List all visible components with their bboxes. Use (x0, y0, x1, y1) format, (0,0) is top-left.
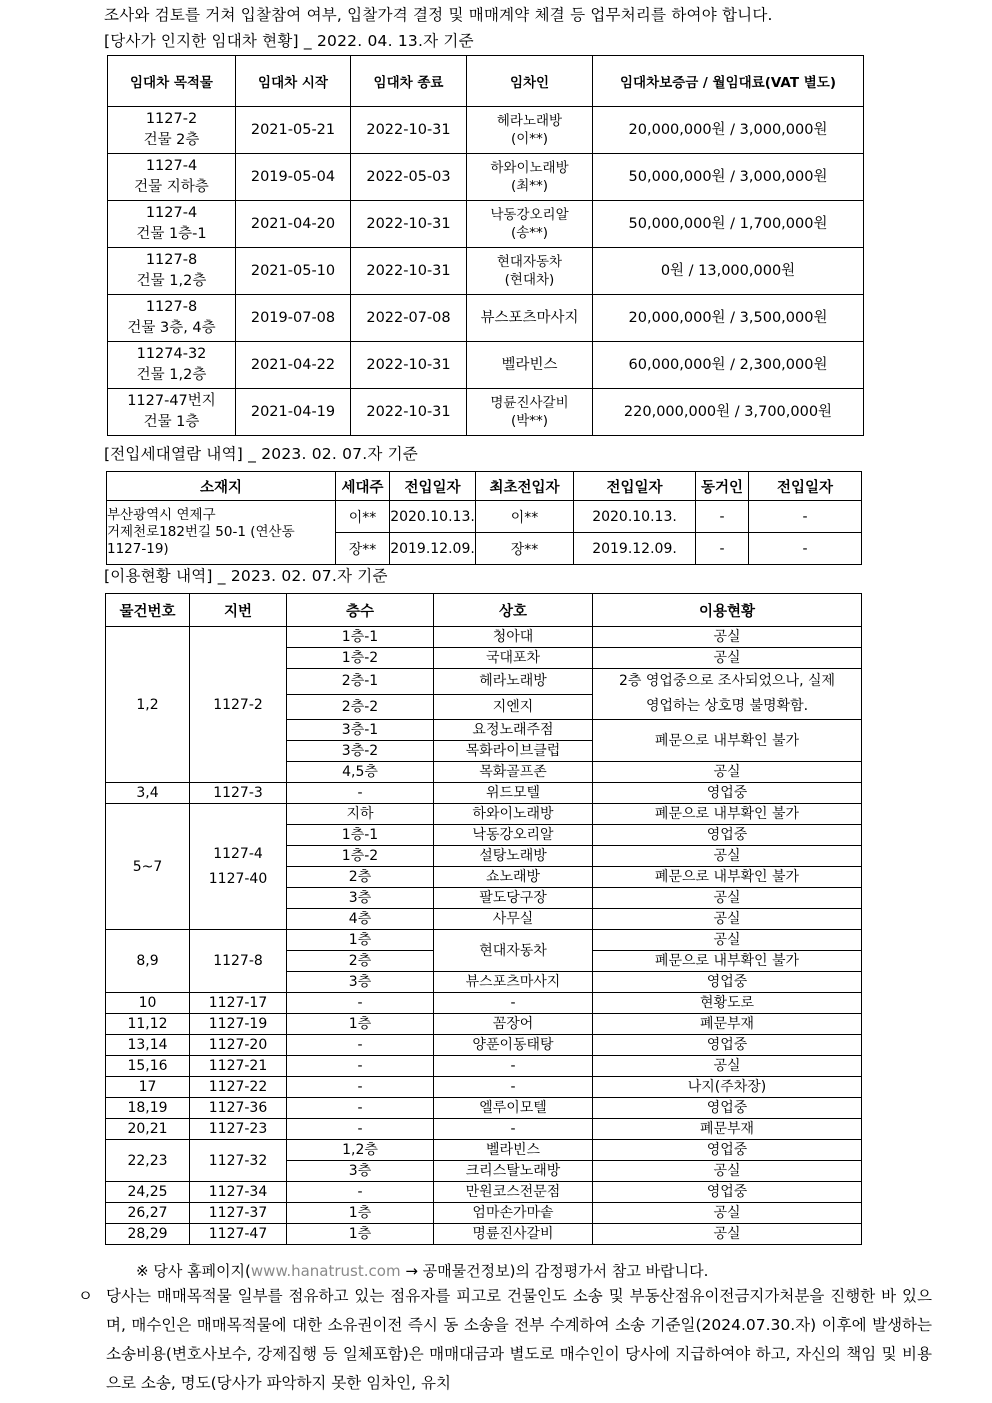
usage-name: 엘루이모텔 (434, 1098, 593, 1119)
lease-object-line: 건물 1층 (143, 414, 200, 430)
usage-floor: - (287, 1077, 434, 1098)
usage-floor: 4,5층 (287, 762, 434, 783)
lease-start: 2021-05-10 (236, 248, 351, 295)
lease-tenant-line: 명륜진사갈비 (490, 395, 569, 411)
usage-name: 국대포차 (434, 648, 593, 669)
usage-floor: 1층-2 (287, 648, 434, 669)
usage-name: 만원코스전문점 (434, 1182, 593, 1203)
lease-object-line: 11274-32 (136, 346, 207, 362)
usage-status (593, 669, 862, 720)
usage-name: 청아대 (434, 627, 593, 648)
resident-cell: - (749, 501, 862, 533)
lease-amount: 50,000,000원 / 1,700,000원 (593, 201, 864, 248)
lease-tenant-line: (송**) (510, 225, 549, 241)
lease-row (108, 201, 864, 248)
usage-name: - (434, 1077, 593, 1098)
usage-row (106, 1203, 862, 1224)
lease-amount: 20,000,000원 / 3,000,000원 (593, 107, 864, 154)
resident-cell: 장** (476, 533, 574, 565)
usage-name: - (434, 1056, 593, 1077)
lease-start: 2021-05-21 (236, 107, 351, 154)
lease-tenant-line: 헤라노래방 (496, 113, 563, 129)
usage-no: 22,23 (106, 1140, 190, 1182)
usage-status: 나지(주차장) (593, 1077, 862, 1098)
usage-lot: 1127-3 (190, 783, 287, 804)
lease-header-end: 임대차 종료 (351, 56, 467, 107)
usage-floor: 2층 (287, 867, 434, 888)
usage-lot: 1127-47 (190, 1224, 287, 1245)
lease-object (108, 248, 236, 295)
resident-cell: - (696, 533, 749, 565)
usage-name: 현대자동차 (434, 930, 593, 972)
usage-floor: - (287, 1056, 434, 1077)
usage-lot: 1127-2 (190, 627, 287, 783)
usage-floor: 1층 (287, 930, 434, 951)
lease-object-line: 1127-4 (145, 205, 198, 221)
usage-no: 26,27 (106, 1203, 190, 1224)
status-line: 영업하는 상호명 불명확함. (645, 698, 809, 714)
usage-name: 목화라이브클럽 (434, 741, 593, 762)
usage-name: 팔도당구장 (434, 888, 593, 909)
usage-floor: 1층 (287, 1224, 434, 1245)
usage-name: 위드모텔 (434, 783, 593, 804)
usage-status: 영업중 (593, 1098, 862, 1119)
bullet-marker: ㅇ (78, 1287, 93, 1305)
usage-floor: - (287, 993, 434, 1014)
usage-status: 공실 (593, 846, 862, 867)
usage-lot: 1127-32 (190, 1140, 287, 1182)
homepage-link[interactable]: www.hanatrust.com (250, 1262, 401, 1280)
usage-floor: - (287, 783, 434, 804)
resident-header-first-resident: 최초전입자 (476, 472, 574, 501)
usage-name: 뷰스포츠마사지 (434, 972, 593, 993)
lease-start: 2021-04-22 (236, 342, 351, 389)
lease-header-object: 임대차 목적물 (108, 56, 236, 107)
lease-object-line: 1127-2 (145, 111, 198, 127)
resident-header-cohabitant: 동거인 (696, 472, 749, 501)
usage-lot: 1127-37 (190, 1203, 287, 1224)
usage-status: 영업중 (593, 825, 862, 846)
lot-line: 1127-40 (208, 870, 268, 887)
usage-floor: 3층 (287, 972, 434, 993)
usage-no: 8,9 (106, 930, 190, 993)
lease-header-start: 임대차 시작 (236, 56, 351, 107)
usage-name: 벨라빈스 (434, 1140, 593, 1161)
usage-status: 공실 (593, 1056, 862, 1077)
resident-header-householder: 세대주 (336, 472, 390, 501)
resident-cell: 이** (476, 501, 574, 533)
lease-start: 2019-07-08 (236, 295, 351, 342)
usage-no: 10 (106, 993, 190, 1014)
usage-floor: 1층-1 (287, 825, 434, 846)
usage-no: 5~7 (106, 804, 190, 930)
usage-status: 폐문부재 (593, 1119, 862, 1140)
lease-tenant (467, 107, 593, 154)
lease-object (108, 295, 236, 342)
usage-no: 11,12 (106, 1014, 190, 1035)
lease-end: 2022-05-03 (351, 154, 467, 201)
usage-header-name: 상호 (434, 594, 593, 627)
usage-status: 폐문으로 내부확인 불가 (593, 804, 862, 825)
usage-no: 20,21 (106, 1119, 190, 1140)
usage-floor: 3층 (287, 1161, 434, 1182)
usage-lot: 1127-34 (190, 1182, 287, 1203)
lease-object-line: 건물 3층, 4층 (127, 320, 216, 336)
lease-tenant-line: 하와이노래방 (490, 160, 569, 176)
lease-row (108, 248, 864, 295)
lease-tenant-line: 현대자동차 (496, 254, 563, 270)
litigation-paragraph (72, 1282, 932, 1398)
usage-floor: - (287, 1119, 434, 1140)
usage-header-floor: 층수 (287, 594, 434, 627)
usage-row (106, 1119, 862, 1140)
lease-amount: 0원 / 13,000,000원 (593, 248, 864, 295)
usage-name: 하와이노래방 (434, 804, 593, 825)
usage-row (106, 1182, 862, 1203)
usage-no: 24,25 (106, 1182, 190, 1203)
usage-row (106, 993, 862, 1014)
resident-cell: 2020.10.13. (390, 501, 476, 533)
usage-name: 낙동강오리알 (434, 825, 593, 846)
lease-end: 2022-10-31 (351, 342, 467, 389)
resident-cell: 2019.12.09. (574, 533, 696, 565)
lease-tenant (467, 248, 593, 295)
lease-table (107, 55, 864, 436)
resident-section-title: [전입세대열람 내역] _ 2023. 02. 07.자 기준 (104, 445, 418, 463)
usage-lot: 1127-19 (190, 1014, 287, 1035)
usage-status: 영업중 (593, 1182, 862, 1203)
lease-start: 2021-04-19 (236, 389, 351, 436)
usage-floor: - (287, 1098, 434, 1119)
lease-object (108, 389, 236, 436)
lease-row (108, 107, 864, 154)
lease-object (108, 154, 236, 201)
intro-text: 조사와 검토를 거쳐 입찰참여 여부, 입찰가격 결정 및 매매계약 체결 등 업무처리를 하여야 합니다. (104, 6, 773, 24)
usage-status: 공실 (593, 930, 862, 951)
lease-tenant-line: 벨라빈스 (501, 356, 558, 373)
lease-tenant-line: (이**) (510, 131, 549, 147)
usage-floor: 3층-2 (287, 741, 434, 762)
usage-name: 쇼노래방 (434, 867, 593, 888)
usage-table (105, 593, 862, 1245)
usage-no: 13,14 (106, 1035, 190, 1056)
usage-name: 목화골프존 (434, 762, 593, 783)
usage-status: 공실 (593, 909, 862, 930)
lease-tenant (467, 389, 593, 436)
lease-row (108, 342, 864, 389)
usage-floor: 지하 (287, 804, 434, 825)
usage-floor: 2층 (287, 951, 434, 972)
usage-section-title: [이용현황 내역] _ 2023. 02. 07.자 기준 (104, 567, 388, 585)
usage-status: 공실 (593, 1161, 862, 1182)
lease-tenant (467, 154, 593, 201)
usage-row (106, 1077, 862, 1098)
lease-object-line: 1127-8 (145, 299, 198, 315)
resident-cell: - (749, 533, 862, 565)
lease-end: 2022-10-31 (351, 389, 467, 436)
usage-floor: - (287, 1182, 434, 1203)
usage-no: 28,29 (106, 1224, 190, 1245)
resident-address (107, 501, 336, 565)
usage-row (106, 1224, 862, 1245)
resident-header-address: 소재지 (107, 472, 336, 501)
address-line: 1127-19) (107, 541, 169, 557)
usage-floor: 2층-2 (287, 694, 434, 720)
lease-tenant-line: (최**) (510, 178, 549, 194)
usage-row (106, 1098, 862, 1119)
resident-header-date-2: 전입일자 (574, 472, 696, 501)
resident-header-date-3: 전입일자 (749, 472, 862, 501)
usage-status: 폐문으로 내부확인 불가 (593, 951, 862, 972)
lease-end: 2022-10-31 (351, 248, 467, 295)
usage-status: 영업중 (593, 1140, 862, 1161)
lease-tenant (467, 342, 593, 389)
lease-header-amount: 임대차보증금 / 월임대료(VAT 별도) (593, 56, 864, 107)
resident-cell: - (696, 501, 749, 533)
usage-lot: 1127-20 (190, 1035, 287, 1056)
usage-no: 1,2 (106, 627, 190, 783)
lease-object (108, 107, 236, 154)
usage-floor: 2층-1 (287, 669, 434, 695)
lease-end: 2022-10-31 (351, 201, 467, 248)
usage-name: 사무실 (434, 909, 593, 930)
lease-object-line: 1127-47번지 (127, 393, 216, 409)
address-line: 부산광역시 연제구 (107, 507, 216, 523)
usage-status: 공실 (593, 1203, 862, 1224)
usage-floor: 4층 (287, 909, 434, 930)
usage-name: 꼼장어 (434, 1014, 593, 1035)
lease-section-title: [당사가 인지한 임대차 현황] _ 2022. 04. 13.자 기준 (104, 32, 474, 50)
lease-object-line: 1127-8 (145, 252, 198, 268)
lease-header-tenant: 임차인 (467, 56, 593, 107)
usage-floor: 3층-1 (287, 720, 434, 741)
usage-status: 현황도로 (593, 993, 862, 1014)
usage-name: 엄마손가마솥 (434, 1203, 593, 1224)
lease-tenant-line: (현대차) (504, 272, 555, 288)
lease-row (108, 389, 864, 436)
usage-no: 18,19 (106, 1098, 190, 1119)
usage-name: - (434, 993, 593, 1014)
usage-lot: 1127-21 (190, 1056, 287, 1077)
usage-no: 3,4 (106, 783, 190, 804)
usage-header-status: 이용현황 (593, 594, 862, 627)
lot-line: 1127-4 (213, 845, 263, 862)
lease-object-line: 건물 2층 (143, 132, 200, 148)
resident-cell: 장** (336, 533, 390, 565)
resident-cell: 2020.10.13. (574, 501, 696, 533)
usage-status: 영업중 (593, 783, 862, 804)
lease-amount: 20,000,000원 / 3,500,000원 (593, 295, 864, 342)
paragraph-text: 당사는 매매목적물 일부를 점유하고 있는 점유자를 피고로 건물인도 소송 및 부동산점유이전금지가처분을 진행한 바 있으며, 매수인은 매매목적물에 대한 소유권이전 즉시 동 소송을 전부 수계하여 소송 기준일(2024.07.30.자) 이후에 발생하는 소송비용(변호사보수, 강제집행 등 일체포함)은 매매대금과 별도로 매수인이 당사에 지급하여야 하고, 자신의 책임 및 비용으로 소송, 명도(당사가 파악하지 못한 임차인, 유치 (106, 1287, 932, 1392)
usage-floor: 1층 (287, 1203, 434, 1224)
resident-table (106, 471, 862, 565)
usage-floor: - (287, 1035, 434, 1056)
lease-amount: 50,000,000원 / 3,000,000원 (593, 154, 864, 201)
usage-status: 영업중 (593, 972, 862, 993)
usage-status: 공실 (593, 648, 862, 669)
lease-end: 2022-10-31 (351, 107, 467, 154)
lease-row (108, 154, 864, 201)
usage-lot: 1127-8 (190, 930, 287, 993)
usage-status: 공실 (593, 762, 862, 783)
usage-name: 설탕노래방 (434, 846, 593, 867)
usage-status: 폐문부재 (593, 1014, 862, 1035)
usage-floor: 1층 (287, 1014, 434, 1035)
lease-end: 2022-07-08 (351, 295, 467, 342)
usage-status: 폐문으로 내부확인 불가 (593, 720, 862, 762)
usage-name: - (434, 1119, 593, 1140)
usage-lot (190, 804, 287, 930)
lease-object-line: 건물 지하층 (134, 179, 209, 195)
usage-row (106, 1056, 862, 1077)
usage-floor: 1층-1 (287, 627, 434, 648)
usage-no: 17 (106, 1077, 190, 1098)
usage-status: 공실 (593, 627, 862, 648)
lease-start: 2021-04-20 (236, 201, 351, 248)
lease-tenant (467, 295, 593, 342)
note-suffix: → 공매물건정보)의 감정평가서 참고 바랍니다. (400, 1262, 709, 1280)
note-prefix: ※ 당사 홈페이지( (136, 1262, 251, 1280)
usage-no: 15,16 (106, 1056, 190, 1077)
lease-row (108, 295, 864, 342)
usage-status: 영업중 (593, 1035, 862, 1056)
lease-start: 2019-05-04 (236, 154, 351, 201)
usage-lot: 1127-17 (190, 993, 287, 1014)
usage-name: 지엔지 (434, 694, 593, 720)
usage-header-lot: 지번 (190, 594, 287, 627)
usage-name: 명륜진사갈비 (434, 1224, 593, 1245)
usage-name: 양푼이동태탕 (434, 1035, 593, 1056)
lease-object-line: 1127-4 (145, 158, 198, 174)
status-line: 2층 영업중으로 조사되었으나, 실제 (618, 673, 836, 689)
resident-cell: 2019.12.09. (390, 533, 476, 565)
lease-object-line: 건물 1,2층 (136, 273, 207, 289)
lease-tenant (467, 201, 593, 248)
usage-name: 요정노래주점 (434, 720, 593, 741)
usage-row (106, 1014, 862, 1035)
lease-amount: 60,000,000원 / 2,300,000원 (593, 342, 864, 389)
resident-header-date: 전입일자 (390, 472, 476, 501)
usage-status: 공실 (593, 888, 862, 909)
usage-row (106, 1035, 862, 1056)
usage-floor: 1,2층 (287, 1140, 434, 1161)
lease-tenant-line: 뷰스포츠마사지 (480, 309, 579, 326)
usage-lot: 1127-22 (190, 1077, 287, 1098)
usage-header-no: 물건번호 (106, 594, 190, 627)
address-line: 거제천로182번길 50-1 (연산동 (107, 524, 295, 540)
lease-tenant-line: (박**) (510, 413, 549, 429)
lease-object-line: 건물 1층-1 (136, 226, 207, 242)
lease-tenant-line: 낙동강오리알 (490, 207, 569, 223)
usage-lot: 1127-23 (190, 1119, 287, 1140)
lease-amount: 220,000,000원 / 3,700,000원 (593, 389, 864, 436)
usage-status: 공실 (593, 1224, 862, 1245)
lease-object (108, 342, 236, 389)
usage-name: 크리스탈노래방 (434, 1161, 593, 1182)
usage-floor: 1층-2 (287, 846, 434, 867)
usage-lot: 1127-36 (190, 1098, 287, 1119)
lease-object-line: 건물 1,2층 (136, 367, 207, 383)
usage-floor: 3층 (287, 888, 434, 909)
usage-status: 폐문으로 내부확인 불가 (593, 867, 862, 888)
resident-cell: 이** (336, 501, 390, 533)
lease-object (108, 201, 236, 248)
homepage-note (136, 1260, 708, 1281)
usage-name: 헤라노래방 (434, 669, 593, 695)
